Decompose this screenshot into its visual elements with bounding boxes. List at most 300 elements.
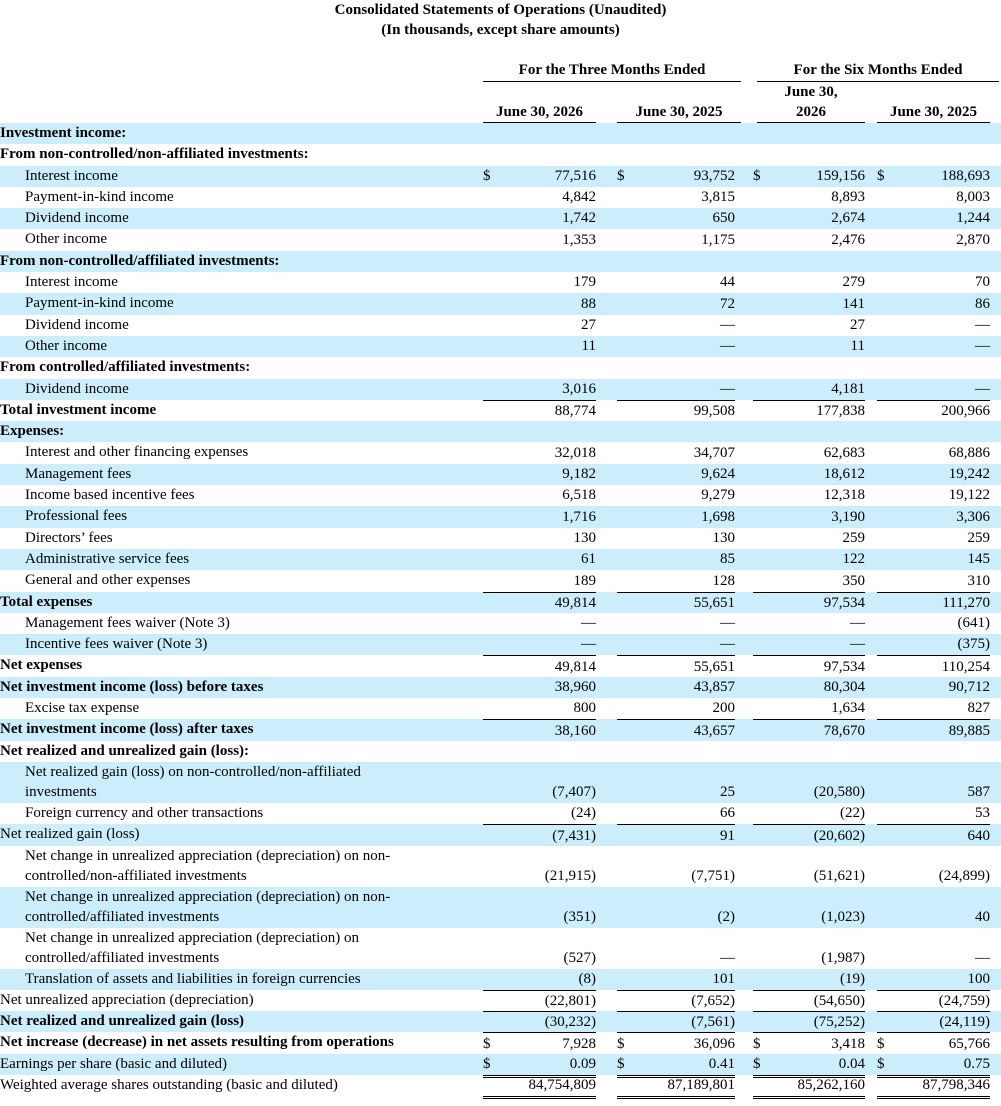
cell-value: 189 — [573, 572, 596, 589]
row-label — [25, 229, 107, 250]
currency-symbol: $ — [483, 167, 491, 184]
cell-value: (24,119) — [939, 1014, 990, 1031]
cell-value: 3,418 — [831, 1035, 865, 1052]
currency-symbol: $ — [617, 1035, 625, 1052]
cell-value: 66 — [720, 805, 735, 822]
value-cell — [877, 592, 990, 614]
currency-symbol: $ — [877, 1055, 885, 1072]
value-cell — [483, 969, 596, 990]
table-row — [0, 208, 1001, 229]
table-row — [0, 464, 1001, 485]
value-cell — [753, 123, 865, 144]
value-cell — [483, 613, 596, 634]
cell-value: 1,742 — [562, 210, 596, 227]
value-cell — [483, 272, 596, 293]
value-cell — [483, 824, 596, 846]
row-label-text: Net change in unrealized appreciation (depreciation) on non- — [25, 888, 391, 905]
row-label — [0, 741, 249, 762]
row-label-text: Income based incentive fees — [25, 487, 195, 504]
row-label-text: Earnings per share (basic and diluted) — [0, 1055, 227, 1072]
cell-value: 87,189,801 — [667, 1077, 735, 1094]
cell-value: 279 — [842, 274, 865, 291]
cell-value: 1,634 — [831, 700, 865, 717]
value-cell — [483, 208, 596, 229]
row-label — [25, 803, 263, 824]
row-label-text: Interest income — [25, 274, 118, 291]
cell-value: 49,814 — [554, 594, 596, 611]
value-cell — [617, 803, 735, 824]
row-label — [25, 166, 118, 187]
value-cell — [753, 400, 865, 422]
value-cell — [753, 485, 865, 506]
cell-value: (19) — [840, 970, 865, 987]
cell-value: 61 — [581, 551, 596, 568]
col-header-three-2026: June 30, 2026 — [483, 102, 596, 123]
row-label-text: Dividend income — [25, 380, 129, 397]
row-label — [0, 123, 126, 144]
value-cell — [877, 166, 990, 187]
cell-value: (24,759) — [938, 993, 990, 1010]
row-label — [0, 144, 309, 165]
value-cell — [877, 464, 990, 485]
row-label-text-line2: investments — [25, 783, 97, 800]
row-label — [25, 969, 361, 990]
cell-value: 85 — [720, 551, 735, 568]
cell-value: (527) — [563, 949, 596, 966]
table-row — [0, 272, 1001, 293]
cell-value: 88 — [581, 295, 596, 312]
cell-value: — — [720, 636, 735, 653]
value-cell — [483, 990, 596, 1012]
value-cell — [753, 719, 865, 741]
cell-value: (1,023) — [821, 908, 865, 925]
cell-value: 65,766 — [948, 1035, 990, 1052]
cell-value: 43,857 — [693, 679, 735, 696]
value-cell — [753, 677, 865, 698]
value-cell — [483, 442, 596, 463]
cell-value: (7,751) — [691, 867, 735, 884]
row-label — [25, 634, 207, 655]
row-label-text: From non-controlled/affiliated investments: — [0, 252, 280, 269]
cell-value: 0.04 — [838, 1055, 865, 1072]
value-cell — [877, 549, 990, 570]
table-row — [0, 741, 1001, 762]
row-label-text: Excise tax expense — [25, 700, 140, 717]
value-cell — [877, 655, 990, 677]
value-cell — [483, 166, 596, 187]
cell-value: 350 — [842, 572, 865, 589]
cell-value: 259 — [842, 529, 865, 546]
cell-value: 18,612 — [823, 466, 865, 483]
value-cell — [617, 655, 735, 677]
row-label — [25, 272, 118, 293]
value-cell — [617, 969, 735, 990]
cell-value: 55,651 — [693, 594, 735, 611]
cell-value: 2,674 — [831, 210, 865, 227]
value-cell — [617, 1011, 735, 1033]
cell-value: 1,716 — [562, 508, 596, 525]
row-label-text-line2: controlled/non-affiliated investments — [25, 867, 247, 884]
cell-value: 68,886 — [948, 444, 990, 461]
value-cell — [617, 485, 735, 506]
value-cell — [483, 698, 596, 719]
value-cell — [617, 293, 735, 314]
row-label — [0, 357, 250, 378]
row-label-text: Directors’ fees — [25, 529, 113, 546]
value-cell — [753, 272, 865, 293]
cell-value: 259 — [967, 529, 990, 546]
cell-value: — — [581, 636, 596, 653]
row-label-text: Interest income — [25, 167, 118, 184]
cell-value: (1,987) — [821, 949, 865, 966]
row-label — [25, 293, 174, 314]
cell-value: — — [975, 380, 990, 397]
cell-value: 97,534 — [823, 658, 865, 675]
row-label-text: Expenses: — [0, 423, 65, 440]
value-cell — [877, 251, 990, 272]
col-header-six-2026-line2: 2026 — [757, 102, 865, 123]
cell-value: 122 — [842, 551, 865, 568]
cell-value: — — [850, 615, 865, 632]
value-cell — [483, 528, 596, 549]
row-label — [25, 887, 390, 927]
row-label-text: Management fees waiver (Note 3) — [25, 614, 230, 631]
row-label-text-line2: controlled/affiliated investments — [25, 949, 220, 966]
currency-symbol: $ — [753, 1035, 761, 1052]
row-label — [25, 336, 107, 357]
value-cell — [753, 741, 865, 762]
value-cell — [753, 613, 865, 634]
table-row — [0, 592, 1001, 613]
cell-value: 25 — [720, 783, 735, 800]
value-cell — [877, 824, 990, 846]
value-cell — [483, 293, 596, 314]
value-cell — [753, 928, 865, 969]
cell-value: 177,838 — [816, 403, 865, 420]
cell-value: 128 — [712, 572, 735, 589]
row-label — [0, 1075, 338, 1096]
cell-value: (22) — [840, 805, 865, 822]
statement-table — [0, 123, 1001, 1096]
cell-value: (75,252) — [813, 1014, 865, 1031]
row-label-text: Other income — [25, 337, 108, 354]
cell-value: (8) — [578, 970, 596, 987]
value-cell — [877, 762, 990, 803]
row-label-text: Payment-in-kind income — [25, 295, 174, 312]
cell-value: (21,915) — [544, 867, 596, 884]
table-row — [0, 846, 1001, 887]
value-cell — [753, 187, 865, 208]
value-cell — [483, 229, 596, 250]
cell-value: (51,621) — [813, 867, 865, 884]
value-cell — [753, 592, 865, 614]
cell-value: (7,431) — [552, 827, 596, 844]
value-cell — [617, 698, 735, 719]
table-row — [0, 677, 1001, 698]
cell-value: 89,885 — [948, 722, 990, 739]
cell-value: — — [720, 380, 735, 397]
row-label-text: Investment income: — [0, 125, 127, 141]
cell-value: 2,870 — [956, 231, 990, 248]
currency-symbol: $ — [877, 167, 885, 184]
table-row — [0, 315, 1001, 336]
table-row — [0, 1032, 1001, 1053]
row-label-text: Translation of assets and liabilities in foreign currencies — [25, 970, 361, 987]
value-cell — [753, 421, 865, 442]
cell-value: 3,190 — [831, 508, 865, 525]
table-row — [0, 803, 1001, 824]
value-cell — [483, 123, 596, 144]
cell-value: (7,652) — [691, 993, 735, 1010]
row-label — [25, 613, 230, 634]
row-label-text: Net realized and unrealized gain (loss) — [0, 1013, 245, 1030]
row-label — [25, 464, 131, 485]
value-cell — [617, 677, 735, 698]
cell-value: (54,650) — [813, 993, 865, 1010]
value-cell — [877, 400, 990, 422]
row-label — [25, 928, 359, 968]
table-row — [0, 528, 1001, 549]
value-cell — [617, 887, 735, 928]
cell-value: 27 — [850, 316, 865, 333]
currency-symbol: $ — [483, 1035, 491, 1052]
value-cell — [483, 357, 596, 378]
table-row — [0, 123, 1001, 144]
cell-value: 827 — [967, 700, 990, 717]
cell-value: (351) — [563, 908, 596, 925]
value-cell — [753, 293, 865, 314]
value-cell — [877, 719, 990, 741]
cell-value: 38,160 — [554, 722, 596, 739]
value-cell — [877, 887, 990, 928]
value-cell — [617, 357, 735, 378]
cell-value: (20,602) — [813, 827, 865, 844]
value-cell — [617, 528, 735, 549]
header-three-months: For the Three Months Ended — [483, 60, 741, 82]
table-row — [0, 613, 1001, 634]
row-label-text: Management fees — [25, 465, 132, 482]
cell-value: 0.09 — [569, 1055, 596, 1072]
currency-symbol: $ — [617, 1055, 625, 1072]
cell-value: 19,122 — [948, 487, 990, 504]
cell-value: 1,698 — [701, 508, 735, 525]
col-header-six-2026-line1: June 30, — [784, 84, 838, 100]
row-label — [0, 719, 253, 740]
table-row — [0, 485, 1001, 506]
row-label-text: Net unrealized appreciation (depreciation) — [0, 991, 254, 1008]
value-cell — [483, 400, 596, 422]
row-label — [25, 549, 189, 570]
value-cell — [753, 208, 865, 229]
value-cell — [483, 464, 596, 485]
value-cell — [483, 846, 596, 887]
row-label — [25, 187, 174, 208]
row-label — [25, 506, 127, 527]
value-cell — [617, 464, 735, 485]
cell-value: — — [975, 316, 990, 333]
value-cell — [617, 166, 735, 187]
cell-value: 11 — [850, 338, 865, 355]
cell-value: 3,306 — [956, 508, 990, 525]
value-cell — [753, 229, 865, 250]
value-cell — [877, 229, 990, 250]
value-cell — [753, 379, 865, 400]
cell-value: 77,516 — [554, 167, 596, 184]
cell-value: 97,534 — [823, 594, 865, 611]
row-label-text: Interest and other financing expenses — [25, 444, 249, 461]
row-label — [25, 528, 113, 549]
cell-value: 43,657 — [693, 722, 735, 739]
table-row — [0, 506, 1001, 527]
value-cell — [617, 336, 735, 357]
value-cell — [877, 485, 990, 506]
row-label — [0, 990, 254, 1011]
value-cell — [617, 719, 735, 741]
value-cell — [483, 592, 596, 614]
value-cell — [753, 846, 865, 887]
row-label-text: Total expenses — [0, 593, 93, 610]
table-row — [0, 336, 1001, 357]
value-cell — [877, 144, 990, 165]
value-cell — [753, 251, 865, 272]
value-cell — [753, 655, 865, 677]
value-cell — [877, 990, 990, 1012]
value-cell — [617, 592, 735, 614]
row-label-text: Net realized gain (loss) on non-controlled/non-affiliated — [25, 763, 361, 780]
value-cell — [617, 229, 735, 250]
value-cell — [617, 570, 735, 591]
cell-value: — — [720, 316, 735, 333]
value-cell — [877, 506, 990, 527]
value-cell — [483, 655, 596, 677]
value-cell — [483, 570, 596, 591]
value-cell — [877, 1011, 990, 1033]
value-cell — [753, 634, 865, 655]
cell-value: 130 — [573, 529, 596, 546]
value-cell — [877, 123, 990, 144]
cell-value: 7,928 — [562, 1035, 596, 1052]
value-cell — [877, 803, 990, 824]
value-cell — [753, 570, 865, 591]
value-cell — [617, 272, 735, 293]
cell-value: 70 — [975, 274, 990, 291]
value-cell — [753, 506, 865, 527]
row-label-text: Other income — [25, 231, 108, 248]
value-cell — [617, 144, 735, 165]
cell-value: 6,518 — [562, 487, 596, 504]
row-label — [0, 677, 263, 698]
cell-value: 99,508 — [693, 403, 735, 420]
value-cell — [617, 421, 735, 442]
value-cell — [877, 613, 990, 634]
cell-value: 55,651 — [693, 658, 735, 675]
row-label — [0, 421, 64, 442]
cell-value: 145 — [967, 551, 990, 568]
row-label — [0, 1011, 244, 1032]
cell-value: 0.75 — [963, 1055, 990, 1072]
row-label-text: Administrative service fees — [25, 550, 190, 567]
table-row — [0, 762, 1001, 803]
value-cell — [753, 315, 865, 336]
row-label-text: Net expenses — [0, 657, 83, 674]
cell-value: (24,899) — [938, 867, 990, 884]
value-cell — [877, 293, 990, 314]
value-cell — [483, 887, 596, 928]
cell-value: 4,842 — [562, 189, 596, 206]
cell-value: 85,262,160 — [797, 1077, 865, 1094]
row-label-text: Incentive fees waiver (Note 3) — [25, 636, 208, 653]
row-label — [0, 824, 140, 845]
cell-value: 93,752 — [693, 167, 735, 184]
cell-value: 310 — [967, 572, 990, 589]
cell-value: 101 — [712, 970, 735, 987]
cell-value: 100 — [967, 970, 990, 987]
cell-value: 0.41 — [708, 1055, 735, 1072]
row-label-text: Net change in unrealized appreciation (depreciation) on non- — [25, 847, 391, 864]
cell-value: (641) — [957, 615, 990, 632]
value-cell — [483, 1075, 596, 1099]
row-label — [0, 400, 156, 421]
value-cell — [617, 442, 735, 463]
value-cell — [877, 741, 990, 762]
value-cell — [753, 887, 865, 928]
table-row — [0, 379, 1001, 400]
row-label-text: Net investment income (loss) after taxes — [0, 721, 254, 738]
cell-value: 9,182 — [562, 466, 596, 483]
table-row — [0, 719, 1001, 740]
row-label — [25, 379, 129, 400]
row-label — [0, 1032, 394, 1053]
cell-value: — — [975, 338, 990, 355]
value-cell — [877, 357, 990, 378]
table-row — [0, 1075, 1001, 1096]
value-cell — [617, 315, 735, 336]
document-subtitle: (In thousands, except share amounts) — [381, 22, 620, 38]
cell-value: 4,181 — [831, 380, 865, 397]
cell-value: (30,232) — [544, 1014, 596, 1031]
cell-value: 800 — [573, 700, 596, 717]
value-cell — [617, 613, 735, 634]
cell-value: 3,815 — [701, 189, 735, 206]
table-row — [0, 698, 1001, 719]
row-label — [25, 208, 129, 229]
row-label — [25, 315, 129, 336]
cell-value: 32,018 — [554, 444, 596, 461]
value-cell — [617, 208, 735, 229]
value-cell — [483, 762, 596, 803]
document-title: Consolidated Statements of Operations (Unaudited) — [334, 2, 667, 18]
row-label — [25, 698, 139, 719]
col-header-six-2025: June 30, 2025 — [877, 102, 990, 123]
value-cell — [483, 251, 596, 272]
table-row — [0, 655, 1001, 676]
value-cell — [483, 549, 596, 570]
value-cell — [617, 379, 735, 400]
table-row — [0, 1011, 1001, 1032]
cell-value: 49,814 — [554, 658, 596, 675]
cell-value: 88,774 — [554, 403, 596, 420]
row-label-text-line2: controlled/affiliated investments — [25, 908, 220, 925]
cell-value: 8,893 — [831, 189, 865, 206]
row-label-text: Foreign currency and other transactions — [25, 804, 264, 821]
value-cell — [877, 528, 990, 549]
cell-value: 12,318 — [823, 487, 865, 504]
value-cell — [877, 698, 990, 719]
row-label — [25, 485, 195, 506]
table-row — [0, 928, 1001, 969]
cell-value: — — [850, 636, 865, 653]
row-label — [0, 592, 92, 613]
